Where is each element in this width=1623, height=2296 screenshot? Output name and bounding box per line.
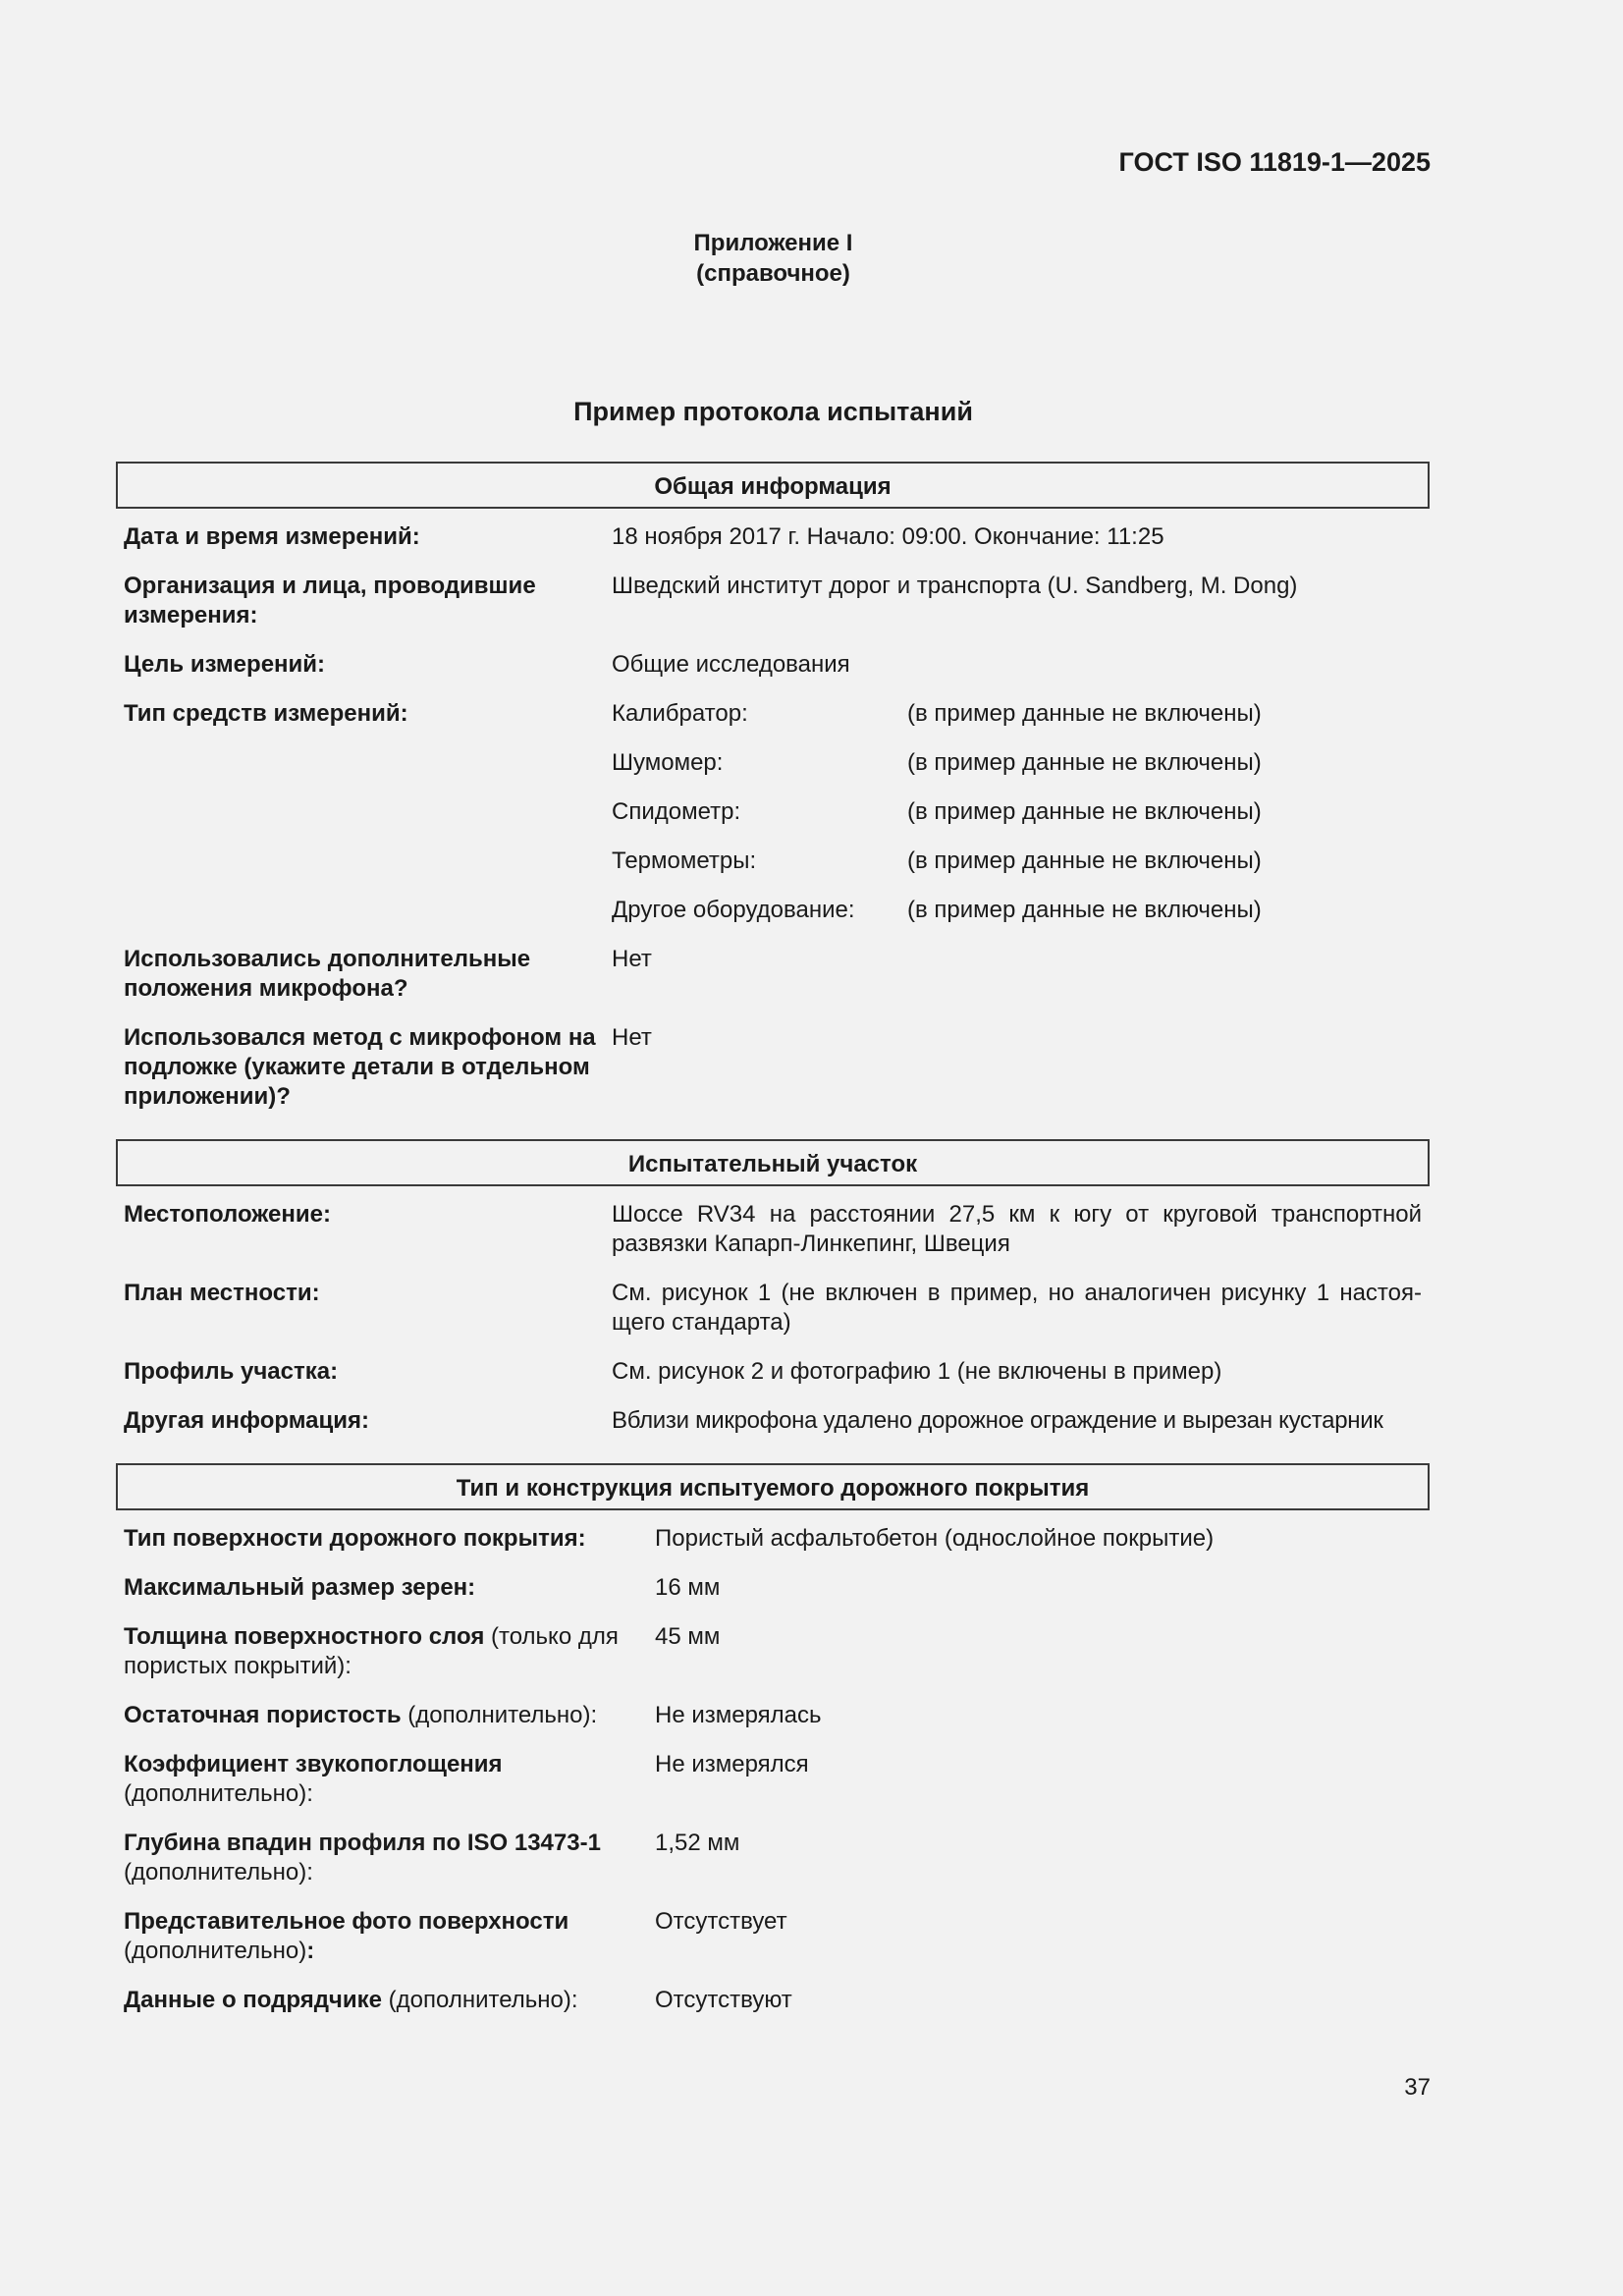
label-bold: Данные о подрядчике (124, 1987, 382, 2013)
row-plan (116, 1279, 1430, 1338)
row-value: Шведский институт дорог и транспорта (U. Sandberg, M. Dong) (612, 573, 1298, 599)
row-label: Местоположение: (124, 1201, 331, 1228)
row-label: Тип средств измерений: (124, 700, 408, 727)
page-number: 37 (1404, 2074, 1431, 2101)
row-label: Максимальный размер зерен: (124, 1574, 476, 1601)
row-mic-positions (116, 945, 1430, 1004)
instrument-list (612, 699, 1430, 925)
row-value: Общие исследования (612, 651, 850, 678)
instrument-name: Другое оборудование: (612, 897, 855, 923)
label-bold: Представительное фото поверхности (124, 1908, 569, 1935)
standard-designation: ГОСТ ISO 11819-1—2025 (1118, 147, 1431, 177)
row-grain-size (116, 1573, 1430, 1603)
instrument-value: (в пример данные не включены) (907, 897, 1262, 923)
row-profile (116, 1357, 1430, 1387)
label-bold: Остаточная пористость (124, 1702, 402, 1728)
row-contractor (116, 1986, 1430, 2015)
instrument-name: Термометры: (612, 847, 757, 874)
section-general (116, 509, 1430, 1139)
section-header-surface: Тип и конструкция испытуемого дорожного покрытия (116, 1463, 1430, 1510)
label-bold: Коэффициент звукопоглощения (124, 1751, 503, 1777)
row-other-info (116, 1406, 1430, 1436)
row-label (116, 1750, 655, 1809)
page-title: Пример протокола испытаний (573, 397, 973, 426)
label-note: (дополнительно): (124, 1780, 313, 1807)
row-label: Использовался метод с микрофоном на подложке (укажите детали в отдельном приложении)? (124, 1024, 596, 1110)
row-label (116, 1907, 655, 1966)
row-surface-photo (116, 1907, 1430, 1966)
row-label: План местности: (124, 1280, 320, 1306)
instrument-item (612, 847, 1422, 876)
row-value: Пористый асфальтобетон (однослойное покрытие) (655, 1525, 1215, 1552)
row-value: Шоссе RV34 на расстоянии 27,5 км к югу от круговой транспортной развязки Капарп-Линкепинг, Швеция (612, 1201, 1422, 1257)
row-mic-method (116, 1023, 1430, 1112)
protocol-table (116, 462, 1430, 2043)
row-value: Вблизи микрофона удалено дорожное ограждение и вырезан кустарник (612, 1407, 1383, 1434)
section-surface (116, 1510, 1430, 2043)
row-layer-thickness (116, 1622, 1430, 1681)
row-value: См. рисунок 1 (не включен в пример, но аналогичен рисунку 1 настоя-щего стандарта) (612, 1280, 1422, 1336)
instrument-item (612, 896, 1422, 925)
instrument-name: Спидометр: (612, 798, 741, 825)
row-label: Другая информация: (124, 1407, 370, 1434)
row-value: 1,52 мм (655, 1830, 740, 1856)
row-value: См. рисунок 2 и фотографию 1 (не включены в пример) (612, 1358, 1222, 1385)
label-note: (дополнительно): (124, 1859, 313, 1886)
row-label: Организация и лица, проводившие измерения: (124, 573, 536, 629)
instrument-item (612, 748, 1422, 778)
label-colon: : (306, 1938, 315, 1964)
label-note: (дополнительно): (407, 1702, 598, 1728)
instrument-value: (в пример данные не включены) (907, 847, 1262, 874)
section-site (116, 1186, 1430, 1463)
label-bold: Глубина впадин профиля по ISO 13473-1 (124, 1830, 601, 1856)
row-value: 18 ноября 2017 г. Начало: 09:00. Окончание: 11:25 (612, 523, 1164, 550)
row-value: Не измерялась (655, 1702, 822, 1728)
row-profile-depth (116, 1829, 1430, 1887)
instrument-value: (в пример данные не включены) (907, 798, 1262, 825)
appendix-heading (0, 228, 1546, 289)
row-value: Не измерялся (655, 1751, 809, 1777)
row-label: Цель измерений: (124, 651, 326, 678)
appendix-status: (справочное) (696, 260, 850, 287)
row-label: Использовались дополнительные положения микрофона? (124, 946, 531, 1002)
row-label (116, 1986, 655, 2015)
row-value: 16 мм (655, 1574, 721, 1601)
row-location (116, 1200, 1430, 1259)
instrument-value: (в пример данные не включены) (907, 749, 1262, 776)
instrument-name: Калибратор: (612, 700, 748, 727)
label-note: (дополнительно) (124, 1938, 307, 1964)
appendix-title: Приложение I (693, 230, 853, 256)
row-datetime (116, 522, 1430, 552)
instrument-name: Шумомер: (612, 749, 724, 776)
row-value: Нет (612, 1024, 652, 1051)
row-label: Дата и время измерений: (124, 523, 420, 550)
row-label (116, 1622, 655, 1681)
row-value: Отсутствуют (655, 1987, 792, 2013)
row-label: Тип поверхности дорожного покрытия: (124, 1525, 586, 1552)
row-value: Нет (612, 946, 652, 972)
row-organization (116, 572, 1430, 630)
row-purpose (116, 650, 1430, 680)
row-instruments (116, 699, 1430, 925)
row-porosity (116, 1701, 1430, 1730)
row-surface-type (116, 1524, 1430, 1554)
row-value: 45 мм (655, 1623, 721, 1650)
row-label: Профиль участка: (124, 1358, 339, 1385)
label-bold: Толщина поверхностного слоя (124, 1623, 485, 1650)
label-note: (дополнительно): (388, 1987, 578, 2013)
instrument-item (612, 797, 1422, 827)
row-absorption (116, 1750, 1430, 1809)
row-label (116, 1829, 655, 1887)
row-value: Отсутствует (655, 1908, 787, 1935)
instrument-item (612, 699, 1422, 729)
label-note: (только для пористых покрытий): (124, 1623, 619, 1679)
section-header-general: Общая информация (116, 462, 1430, 509)
section-header-site: Испытательный участок (116, 1139, 1430, 1186)
instrument-value: (в пример данные не включены) (907, 700, 1262, 727)
row-label (116, 1701, 655, 1730)
